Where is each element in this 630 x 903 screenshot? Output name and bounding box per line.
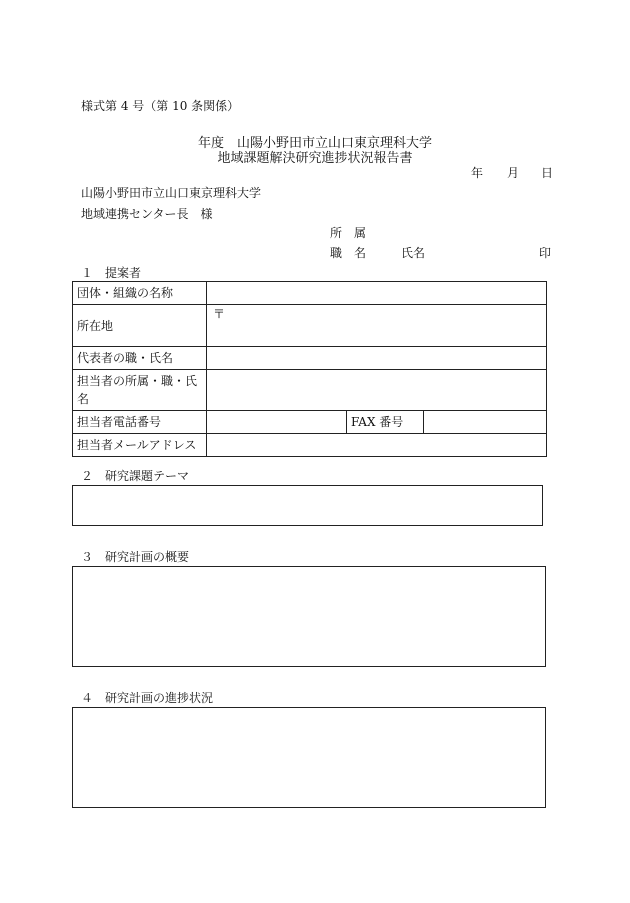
org-name-field[interactable]: [207, 282, 547, 305]
representative-label: 代表者の職・氏名: [73, 347, 207, 370]
section3-heading: ３ 研究計画の概要: [81, 550, 190, 564]
name-label: 氏名: [401, 246, 426, 260]
seal-mark: 印: [539, 246, 552, 260]
contact-person-label-line2: 名: [77, 392, 90, 406]
date-month: 月: [507, 166, 520, 180]
contact-person-label: [73, 370, 207, 411]
table-row: [73, 411, 547, 434]
affiliation-label: 所 属: [330, 226, 367, 240]
address-field[interactable]: [207, 305, 547, 347]
fax-field[interactable]: [424, 411, 547, 434]
address-label: 所在地: [73, 305, 207, 347]
research-progress-box[interactable]: [72, 707, 546, 808]
addressee-director: 地域連携センター長 様: [81, 207, 213, 221]
phone-field[interactable]: [207, 411, 347, 434]
research-plan-summary-box[interactable]: [72, 566, 546, 667]
research-theme-box[interactable]: [72, 485, 543, 526]
table-row: [73, 305, 547, 347]
date-year: 年: [471, 166, 484, 180]
email-field[interactable]: [207, 434, 547, 457]
section4-heading: ４ 研究計画の進捗状況: [81, 691, 214, 705]
section1-heading: １ 提案者: [81, 266, 142, 280]
table-row: [73, 347, 547, 370]
table-row: [73, 370, 547, 411]
report-title-line1: 年度 山陽小野田市立山口東京理科大学: [197, 136, 432, 151]
section2-heading: ２ 研究課題テーマ: [81, 469, 190, 483]
representative-field[interactable]: [207, 347, 547, 370]
form-number: 様式第 4 号（第 10 条関係）: [81, 99, 240, 113]
phone-label: 担当者電話番号: [73, 411, 207, 434]
table-row: [73, 282, 547, 305]
addressee-university: 山陽小野田市立山口東京理科大学: [81, 186, 262, 200]
position-label: 職 名: [330, 246, 367, 260]
report-title-line2: 地域課題解決研究進捗状況報告書: [217, 151, 413, 166]
postal-mark: 〒: [213, 307, 226, 321]
fax-label: FAX 番号: [347, 411, 424, 434]
date-day: 日: [541, 166, 554, 180]
table-row: [73, 434, 547, 457]
proposer-table: [72, 281, 547, 457]
contact-person-field[interactable]: [207, 370, 547, 411]
org-name-label: 団体・組織の名称: [73, 282, 207, 305]
contact-person-label-line1: 担当者の所属・職・氏: [77, 374, 198, 388]
email-label: 担当者メールアドレス: [73, 434, 207, 457]
